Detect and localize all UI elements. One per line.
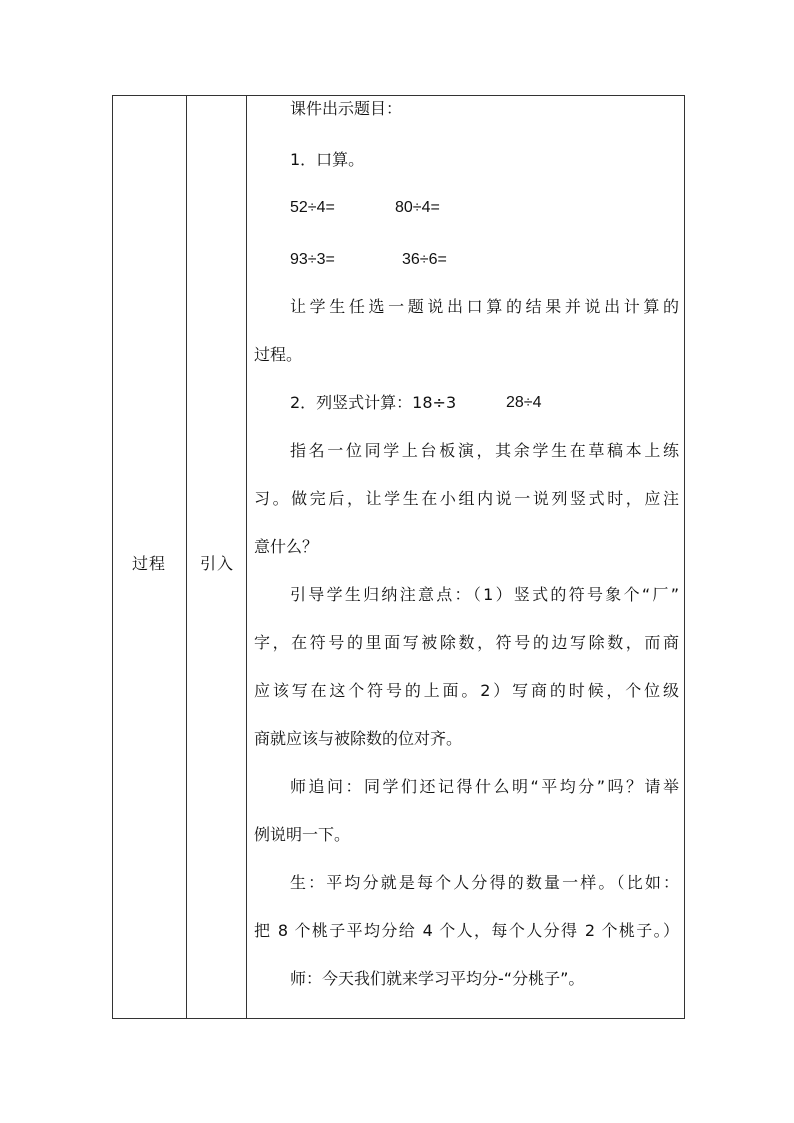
- content-line: 2．列竖式计算：18÷3: [290, 393, 457, 412]
- column-divider: [246, 96, 247, 1018]
- content-line: 28÷4: [506, 394, 542, 411]
- content-line: 师追问：同学们还记得什么明“平均分”吗？请举: [290, 777, 679, 796]
- content-line: 生：平均分就是每个人分得的数量一样。（比如：: [290, 873, 679, 892]
- content-line: 商就应该与被除数的位对齐。: [254, 729, 463, 748]
- content-line: 让学生任选一题说出口算的结果并说出计算的: [290, 297, 679, 316]
- content-line: 52÷4=: [290, 199, 335, 216]
- content-line: 课件出示题目：: [290, 99, 403, 118]
- content-line: 36÷6=: [402, 251, 447, 268]
- lesson-table: [112, 95, 685, 1019]
- content-line: 80÷4=: [395, 199, 440, 216]
- stage-label: 过程: [132, 554, 167, 573]
- content-line: 引导学生归纳注意点：（1）竖式的符号象个“厂”: [290, 585, 679, 604]
- content-line: 把 8 个桃子平均分给 4 个人，每个人分得 2 个桃子。）: [254, 921, 679, 940]
- content-line: 1．口算。: [290, 150, 365, 169]
- content-line: 意什么？: [254, 537, 319, 556]
- content-line: 师：今天我们就来学习平均分-“分桃子”。: [290, 969, 585, 988]
- content-line: 93÷3=: [290, 251, 335, 268]
- content-line: 习。做完后，让学生在小组内说一说列竖式时，应注: [254, 489, 679, 508]
- content-line: 过程。: [254, 345, 303, 364]
- content-line: 应该写在这个符号的上面。2）写商的时候，个位级: [254, 681, 679, 700]
- content-line: 字，在符号的里面写被除数，符号的边写除数，而商: [254, 633, 679, 652]
- content-line: 指名一位同学上台板演，其余学生在草稿本上练: [290, 441, 679, 460]
- column-divider: [186, 96, 187, 1018]
- content-line: 例说明一下。: [254, 825, 351, 844]
- step-label: 引入: [200, 554, 235, 573]
